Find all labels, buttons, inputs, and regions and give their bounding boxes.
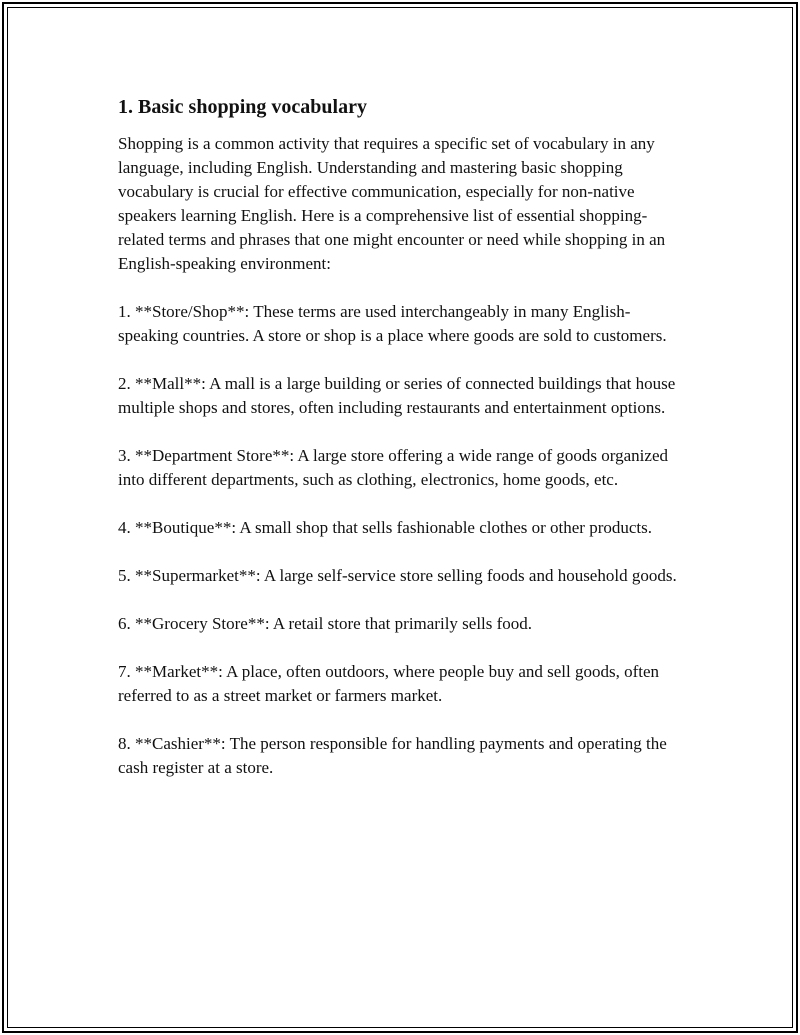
list-item: 8. **Cashier**: The person responsible for handling payments and operating the cash register at a store. <box>118 734 667 777</box>
document-body <box>118 94 688 804</box>
section-heading: 1. Basic shopping vocabulary <box>118 96 367 118</box>
list-item: 4. **Boutique**: A small shop that sells fashionable clothes or other products. <box>118 518 653 537</box>
list-item: 7. **Market**: A place, often outdoors, where people buy and sell goods, often referred to as a street market or farmers market. <box>118 662 660 705</box>
intro-paragraph: Shopping is a common activity that requires a specific set of vocabulary in any language, including English. Understanding and mastering basic shopping vocabulary is crucial for effective communication, especially for non-native speakers learning English. Here is a comprehensive list of essential shopping-related terms and phrases that one might encounter or need while shopping in an English-speaking environment: <box>118 134 666 273</box>
list-item: 2. **Mall**: A mall is a large building or series of connected buildings that house multiple shops and stores, often including restaurants and entertainment options. <box>118 374 676 417</box>
list-item: 1. **Store/Shop**: These terms are used interchangeably in many English-speaking countries. A store or shop is a place where goods are sold to customers. <box>118 302 667 345</box>
list-item: 6. **Grocery Store**: A retail store that primarily sells food. <box>118 614 533 633</box>
list-item: 5. **Supermarket**: A large self-service store selling foods and household goods. <box>118 566 677 585</box>
list-item: 3. **Department Store**: A large store offering a wide range of goods organized into different departments, such as clothing, electronics, home goods, etc. <box>118 446 668 489</box>
